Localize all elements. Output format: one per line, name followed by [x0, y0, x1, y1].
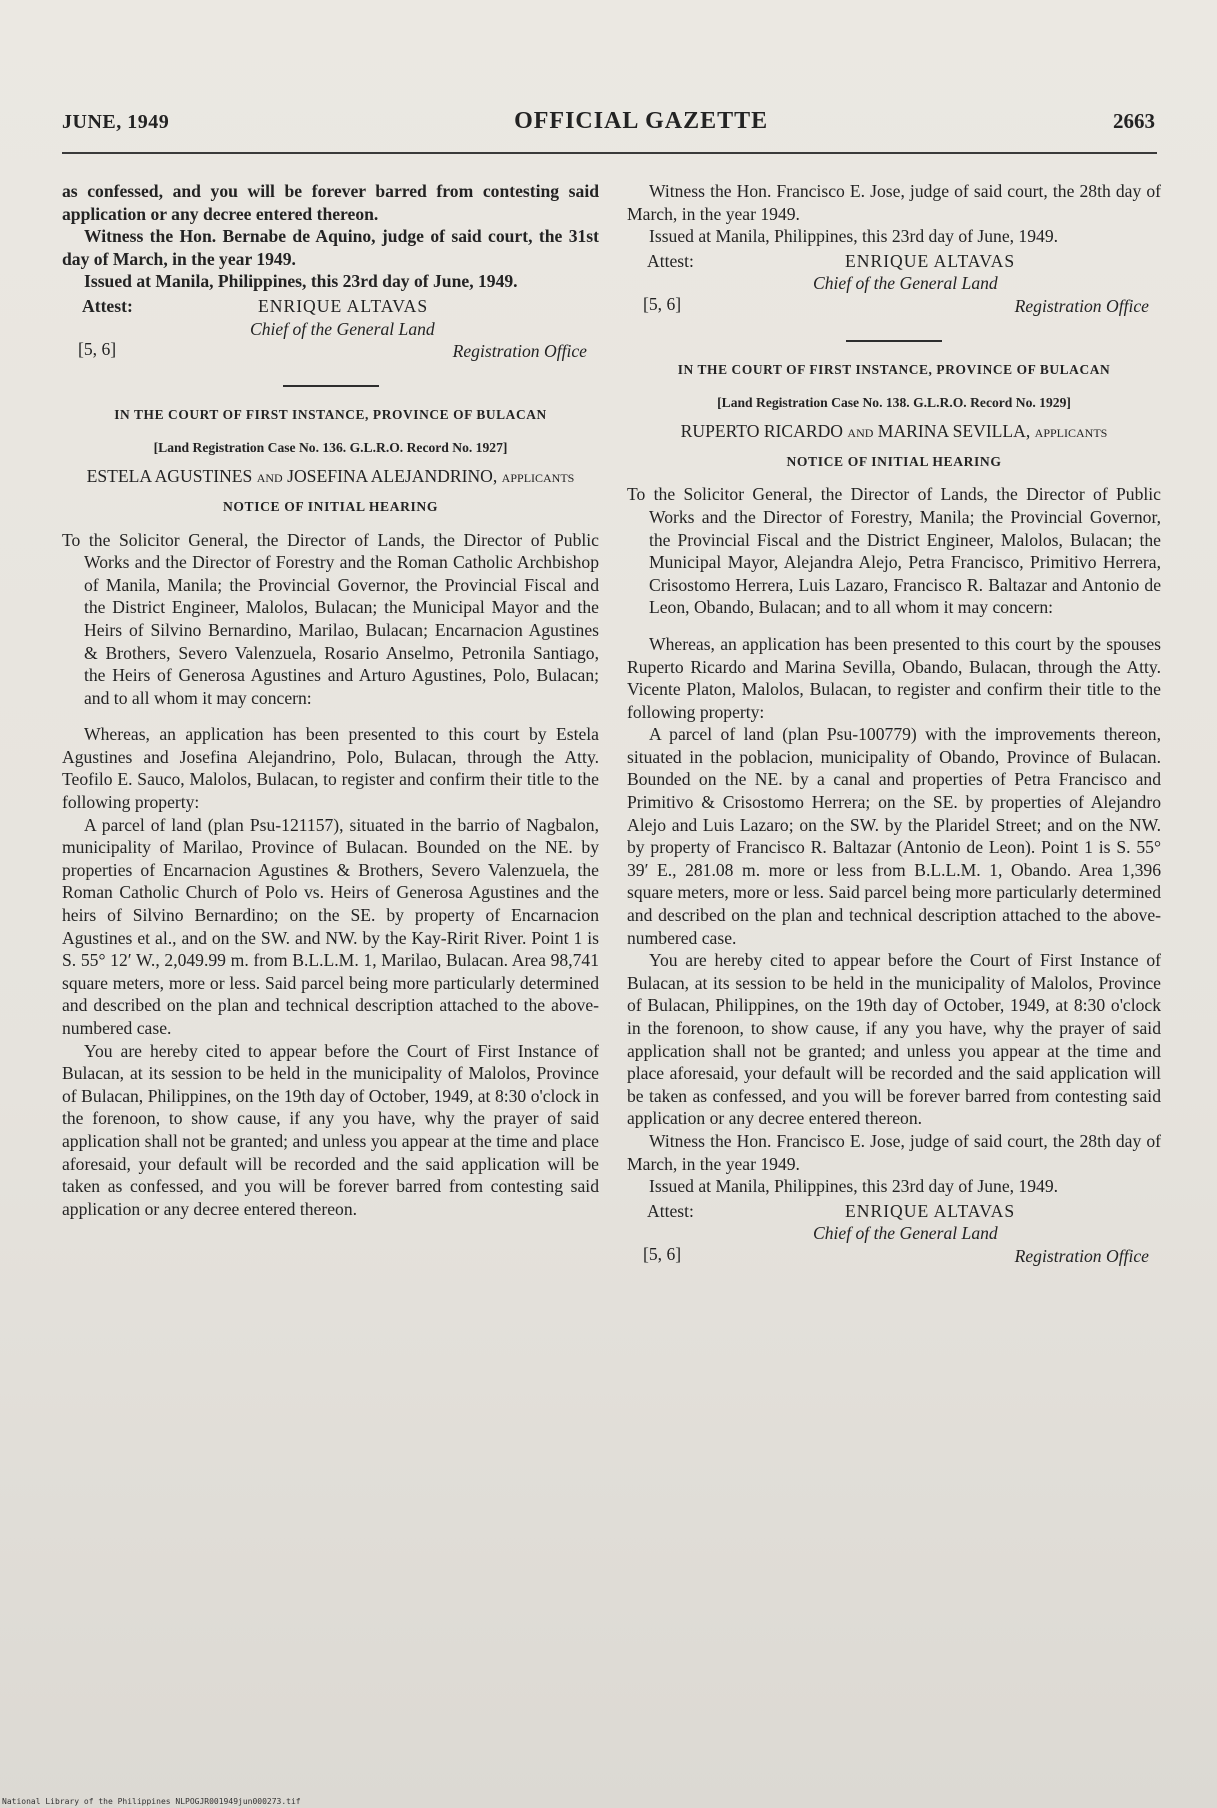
parcel-description: A parcel of land (plan Psu-121157), situated in the barrio of Nagbalon, municipality of Marilao, Province of Bulacan. Bounded on the NE. by properties of Encarnacion Agustines & Brothers, Severo Valenzuela, the Roman Catholic Church of Polo vs. Heirs of Generosa Agustines and the heirs of Silvino Bernardino; on the SE. by property of Encarnacion Agustines et al., and on the SW. and NW. by the Kay-Ririt River. Point 1 is S. 55° 12′ W., 2,049.99 m. from B.L.L.M. 1, Marilao, Bulacan. Area 98,741 square meters, more or less. Said parcel being more particularly determined and described on the plan and technical description attached to the above-numbered case.	[62, 814, 599, 1038]
notice-title: NOTICE OF INITIAL HEARING	[786, 453, 1002, 469]
whereas-paragraph: Whereas, an application has been presented to this court by the spouses Ruperto Ricardo and Marina Sevilla, Obando, Bulacan, through the Atty. Vicente Platon, Malolos, Bulacan, to register and confirm their title to the following property:	[627, 633, 1161, 722]
signatory-name: ENRIQUE ALTAVAS	[845, 1200, 1016, 1221]
signatory-office: Registration Office	[452, 341, 587, 362]
attest-block	[62, 295, 599, 318]
signatory-name: ENRIQUE ALTAVAS	[845, 250, 1016, 271]
section-divider	[283, 385, 379, 387]
page-number: 2663	[1112, 109, 1155, 133]
reference-row	[627, 295, 1161, 318]
citation-paragraph: You are hereby cited to appear before the Court of First Instance of Bulacan, at its session to be held in the municipality of Malolos, Province of Bulacan, Philippines, on the 19th day of October, 1949, at 8:30 o'clock in the forenoon, to show cause, if any you have, why the prayer of said application shall not be granted; and unless you appear at the time and place aforesaid, your default will be recorded and the said application will be taken as confessed, and you will be forever barred from contesting said application or any decree entered thereon.	[627, 950, 1161, 1129]
right-column	[627, 180, 1161, 1268]
applicants	[627, 420, 1161, 443]
addressees: To the Solicitor General, the Director of Lands, the Director of Public Works and the Director of Forestry, Manila; the Provincial Governor, the Provincial Fiscal and the District Engineer, Malolos, Bulacan; the Municipal Mayor, Alejandra Alejo, Petra Francisco, Primitivo Herrera, Crisostomo Herrera, Luis Lazaro, Francisco R. Baltazar and Antonio de Leon, Obando, Bulacan; and to all whom it may concern:	[627, 484, 1161, 618]
attest-block	[627, 250, 1161, 273]
issued-paragraph: Issued at Manila, Philippines, this 23rd day of June, 1949.	[649, 226, 1059, 247]
attest-label: Attest:	[647, 250, 694, 271]
reference-number: [5, 6]	[643, 293, 682, 314]
reference-number: [5, 6]	[643, 1243, 682, 1264]
issued-paragraph: Issued at Manila, Philippines, this 23rd day of June, 1949.	[649, 1176, 1059, 1197]
attest-label: Attest:	[647, 1200, 694, 1221]
reference-row	[627, 1245, 1161, 1268]
case-heading: IN THE COURT OF FIRST INSTANCE, PROVINCE OF BULACAN	[677, 361, 1111, 377]
applicants-names: RUPERTO RICARDO and MARINA SEVILLA, applicants	[680, 421, 1108, 442]
scan-footer: National Library of the Philippines NLPOGJR001949jun000273.tif	[2, 1797, 301, 1806]
case-number: [Land Registration Case No. 138. G.L.R.O. Record No. 1929]	[717, 394, 1071, 410]
signatory-name: ENRIQUE ALTAVAS	[258, 295, 429, 316]
signatory-title: Chief of the General Land	[813, 273, 998, 294]
case-number: [Land Registration Case No. 136. G.L.R.O. Record No. 1927]	[153, 439, 508, 455]
witness-paragraph: Witness the Hon. Francisco E. Jose, judge of said court, the 28th day of March, in the year 1949.	[627, 1130, 1161, 1174]
publication-title: OFFICIAL GAZETTE	[514, 108, 769, 134]
notice-title: NOTICE OF INITIAL HEARING	[222, 498, 439, 514]
signatory-office: Registration Office	[1014, 295, 1149, 316]
section-divider	[846, 340, 942, 342]
signature-block	[212, 295, 599, 318]
case-heading: IN THE COURT OF FIRST INSTANCE, PROVINCE OF BULACAN	[114, 406, 547, 422]
citation-paragraph: You are hereby cited to appear before the Court of First Instance of Bulacan, at its session to be held in the municipality of Malolos, Province of Bulacan, Philippines, on the 19th day of October, 1949, at 8:30 o'clock in the forenoon, to show cause, if any you have, why the prayer of said application shall not be granted; and unless you appear at the time and place aforesaid, your default will be recorded and the said application will be taken as confessed, and you will be forever barred from contesting said application or any decree entered thereon.	[62, 1040, 599, 1219]
reference-number: [5, 6]	[78, 339, 117, 360]
applicants-names: ESTELA AGUSTINES and JOSEFINA ALEJANDRINO, applicants	[86, 466, 575, 487]
attest-label: Attest:	[82, 295, 133, 316]
applicants	[62, 465, 599, 488]
header-date: JUNE, 1949	[62, 111, 170, 133]
witness-paragraph: Witness the Hon. Francisco E. Jose, judge of said court, the 28th day of March, in the year 1949.	[627, 181, 1161, 224]
whereas-paragraph: Whereas, an application has been presented to this court by Estela Agustines and Josefina Alejandrino, Polo, Bulacan, through the Atty. Teofilo E. Sauco, Malolos, Bulacan, to register and confirm their title to the following property:	[62, 724, 599, 813]
parcel-description: A parcel of land (plan Psu-100779) with the improvements thereon, situated in the poblacion, municipality of Obando, Province of Bulacan. Bounded on the NE. by a canal and properties of Petra Francisco and Primitivo & Crisostomo Herrera; on the SE. by properties of Alejandro Alejo and Luis Lazaro; on the SW. by the Plaridel Street; and on the NW. by property of Francisco R. Baltazar (Antonio de Leon). Point 1 is S. 55° 39′ E., 281.08 m. more or less from B.L.L.M. 1, Obando. Area 1,396 square meters, more or less. Said parcel being more particularly determined and described on the plan and technical description attached to the above-numbered case.	[627, 724, 1161, 948]
signatory-office: Registration Office	[1014, 1245, 1149, 1266]
issued-paragraph: Issued at Manila, Philippines, this 23rd day of June, 1949.	[84, 271, 518, 292]
witness-paragraph: Witness the Hon. Bernabe de Aquino, judge of said court, the 31st day of March, in the year 1949.	[62, 226, 599, 269]
page-header	[62, 108, 1155, 148]
left-column	[62, 180, 599, 1220]
header-rule	[62, 152, 1157, 154]
addressees: To the Solicitor General, the Director of Lands, the Director of Public Works and the Director of Forestry and the Roman Catholic Archbishop of Manila, Manila; the Provincial Governor, the Provincial Fiscal and the District Engineer, Malolos, Bulacan; the Municipal Mayor and the Heirs of Silvino Bernardino, Marilao, Bulacan; Encarnacion Agustines & Brothers, Severo Valenzuela, Rosario Anselmo, Petronila Santiago, the Heirs of Generosa Agustines and Arturo Agustines, Polo, Bulacan; and to all whom it may concern:	[62, 529, 599, 708]
reference-row	[62, 340, 599, 363]
continued-text: as confessed, and you will be forever barred from contesting said application or any decree entered thereon.	[62, 181, 599, 224]
signatory-title: Chief of the General Land	[813, 1223, 998, 1244]
signatory-title: Chief of the General Land	[250, 318, 435, 339]
attest-block	[627, 1200, 1161, 1223]
